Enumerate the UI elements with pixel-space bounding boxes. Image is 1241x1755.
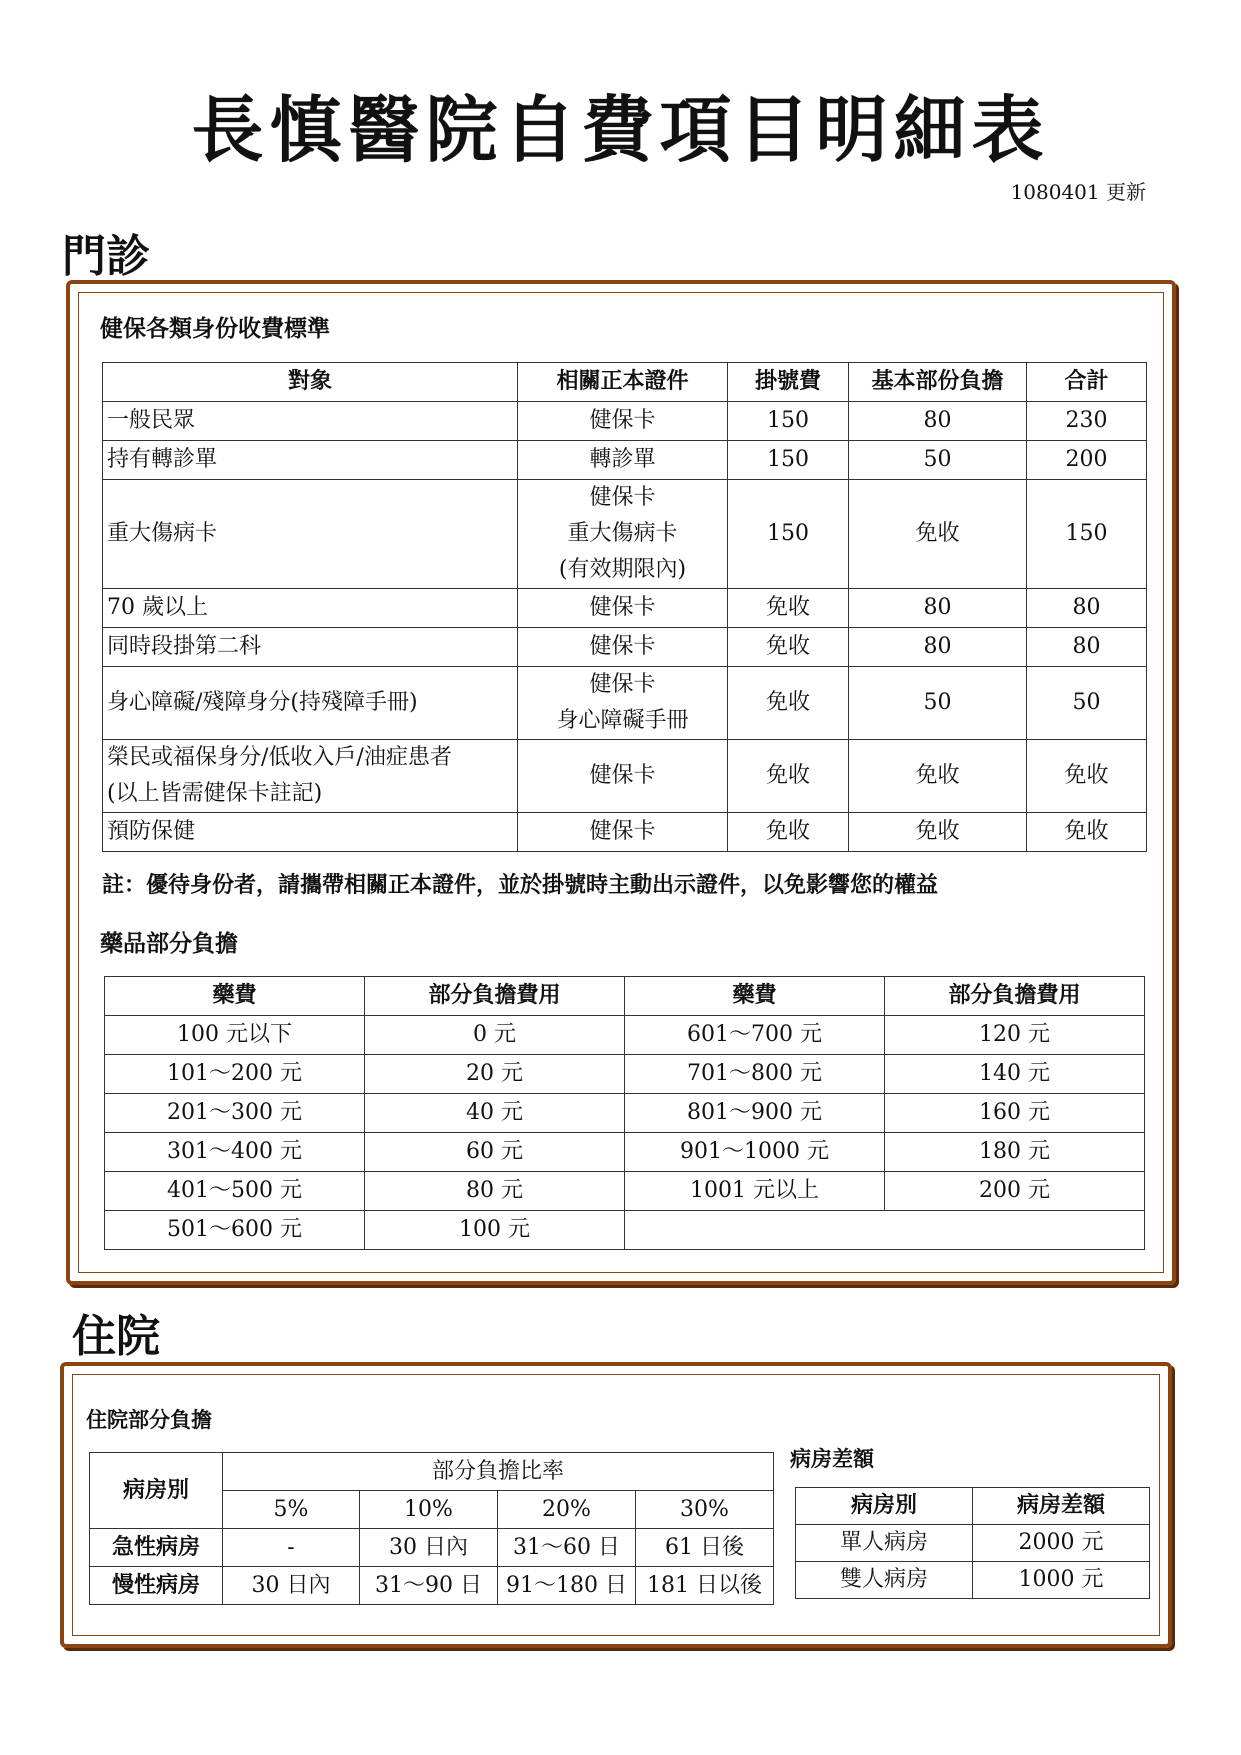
target-line: 榮民或福保身分/低收入戶/油症患者 bbox=[107, 745, 452, 770]
table-row bbox=[103, 441, 1147, 480]
drug-fee-cell: 301～400 元 bbox=[105, 1133, 365, 1172]
header-copay-fee: 部分負擔費用 bbox=[365, 977, 625, 1016]
insurance-heading: 健保各類身份收費標準 bbox=[100, 316, 330, 342]
table-row bbox=[105, 1133, 1145, 1172]
row-copay: 免收 bbox=[849, 480, 1027, 589]
row-target: 預防保健 bbox=[103, 813, 518, 852]
header-drug-fee: 藥費 bbox=[625, 977, 885, 1016]
drug-fee-cell: 401～500 元 bbox=[105, 1172, 365, 1211]
rate-20: 20% bbox=[498, 1491, 636, 1529]
table-row bbox=[796, 1562, 1150, 1599]
row-copay: 80 bbox=[849, 589, 1027, 628]
row-reg: 150 bbox=[728, 402, 849, 441]
drug-fee-cell: 701～800 元 bbox=[625, 1055, 885, 1094]
table-row bbox=[105, 1016, 1145, 1055]
row-target: 重大傷病卡 bbox=[103, 480, 518, 589]
row-reg: 免收 bbox=[728, 667, 849, 740]
doc-line: 健保卡 bbox=[589, 485, 656, 510]
row-total: 80 bbox=[1027, 628, 1147, 667]
row-docs: 健保卡 bbox=[518, 740, 728, 813]
row-reg: 免收 bbox=[728, 628, 849, 667]
ward-copay-table bbox=[89, 1452, 774, 1605]
room-difference-heading: 病房差額 bbox=[790, 1447, 874, 1471]
row-total: 免收 bbox=[1027, 813, 1147, 852]
header-drug-fee: 藥費 bbox=[105, 977, 365, 1016]
drug-fee-cell: 901～1000 元 bbox=[625, 1133, 885, 1172]
header-copay-rate: 部分負擔比率 bbox=[223, 1453, 774, 1491]
row-copay: 80 bbox=[849, 628, 1027, 667]
header-docs: 相關正本證件 bbox=[518, 363, 728, 402]
copay-cell: 20 元 bbox=[365, 1055, 625, 1094]
row-total: 50 bbox=[1027, 667, 1147, 740]
table-row bbox=[103, 740, 1147, 813]
inpatient-heading: 住院 bbox=[72, 1311, 160, 1362]
page-title: 長慎醫院自費項目明細表 bbox=[191, 88, 1050, 172]
header-room-type: 病房別 bbox=[796, 1488, 973, 1525]
header-ward-type: 病房別 bbox=[90, 1453, 223, 1529]
table-row bbox=[105, 1094, 1145, 1133]
row-reg: 免收 bbox=[728, 589, 849, 628]
ward-cell: 31～90 日 bbox=[360, 1567, 498, 1605]
copay-cell: 180 元 bbox=[885, 1133, 1145, 1172]
ward-cell: 30 日內 bbox=[360, 1529, 498, 1567]
row-docs: 健保卡 bbox=[518, 628, 728, 667]
table-row bbox=[90, 1529, 774, 1567]
drug-fee-cell: 201～300 元 bbox=[105, 1094, 365, 1133]
row-copay: 80 bbox=[849, 402, 1027, 441]
room-type-cell: 單人病房 bbox=[796, 1525, 973, 1562]
insurance-fee-table bbox=[102, 362, 1147, 852]
row-copay: 50 bbox=[849, 441, 1027, 480]
row-docs: 健保卡 bbox=[518, 402, 728, 441]
drug-fee-cell: 501～600 元 bbox=[105, 1211, 365, 1250]
copay-cell: 60 元 bbox=[365, 1133, 625, 1172]
copay-cell: 80 元 bbox=[365, 1172, 625, 1211]
header-basic-copay: 基本部份負擔 bbox=[849, 363, 1027, 402]
ward-cell: 91～180 日 bbox=[498, 1567, 636, 1605]
table-row bbox=[796, 1525, 1150, 1562]
row-docs: 健保卡 bbox=[518, 589, 728, 628]
row-target: 70 歲以上 bbox=[103, 589, 518, 628]
table-row bbox=[103, 480, 1147, 589]
row-docs: 健保卡 bbox=[518, 813, 728, 852]
outpatient-heading: 門診 bbox=[62, 231, 150, 282]
copay-cell: 40 元 bbox=[365, 1094, 625, 1133]
row-target: 一般民眾 bbox=[103, 402, 518, 441]
ward-chronic: 慢性病房 bbox=[90, 1567, 223, 1605]
row-reg: 免收 bbox=[728, 813, 849, 852]
ward-cell: 30 日內 bbox=[223, 1567, 360, 1605]
header-room-diff: 病房差額 bbox=[973, 1488, 1150, 1525]
rate-10: 10% bbox=[360, 1491, 498, 1529]
doc-line: 身心障礙手冊 bbox=[556, 708, 689, 733]
copay-cell: 200 元 bbox=[885, 1172, 1145, 1211]
ward-acute: 急性病房 bbox=[90, 1529, 223, 1567]
row-docs bbox=[518, 667, 728, 740]
row-total: 80 bbox=[1027, 589, 1147, 628]
copay-cell: 140 元 bbox=[885, 1055, 1145, 1094]
header-copay-fee: 部分負擔費用 bbox=[885, 977, 1145, 1016]
row-total: 200 bbox=[1027, 441, 1147, 480]
ward-cell: 61 日後 bbox=[636, 1529, 774, 1567]
drug-fee-cell: 1001 元以上 bbox=[625, 1172, 885, 1211]
table-row bbox=[103, 813, 1147, 852]
ward-cell: 31～60 日 bbox=[498, 1529, 636, 1567]
row-docs bbox=[518, 480, 728, 589]
copay-cell: 160 元 bbox=[885, 1094, 1145, 1133]
room-difference-table bbox=[795, 1487, 1150, 1599]
priority-note: 註：優待身份者，請攜帶相關正本證件，並於掛號時主動出示證件，以免影響您的權益 bbox=[102, 873, 939, 898]
row-reg: 免收 bbox=[728, 740, 849, 813]
table-header-row bbox=[90, 1453, 774, 1491]
table-row bbox=[105, 1172, 1145, 1211]
room-type-cell: 雙人病房 bbox=[796, 1562, 973, 1599]
drug-copay-heading: 藥品部分負擔 bbox=[100, 931, 238, 957]
table-row bbox=[103, 628, 1147, 667]
table-row bbox=[105, 1055, 1145, 1094]
row-target: 持有轉診單 bbox=[103, 441, 518, 480]
target-line: (以上皆需健保卡註記) bbox=[107, 781, 323, 806]
ward-cell: - bbox=[223, 1529, 360, 1567]
table-row bbox=[90, 1567, 774, 1605]
drug-copay-table bbox=[104, 976, 1145, 1250]
copay-cell: 120 元 bbox=[885, 1016, 1145, 1055]
room-diff-cell: 2000 元 bbox=[973, 1525, 1150, 1562]
table-row bbox=[103, 667, 1147, 740]
row-target bbox=[103, 740, 518, 813]
header-registration-fee: 掛號費 bbox=[728, 363, 849, 402]
row-total: 230 bbox=[1027, 402, 1147, 441]
row-total: 150 bbox=[1027, 480, 1147, 589]
row-reg: 150 bbox=[728, 480, 849, 589]
doc-line: 重大傷病卡 bbox=[567, 521, 678, 546]
row-copay: 50 bbox=[849, 667, 1027, 740]
drug-fee-cell: 601～700 元 bbox=[625, 1016, 885, 1055]
table-row bbox=[105, 1211, 1145, 1250]
table-header-row bbox=[103, 363, 1147, 402]
row-total: 免收 bbox=[1027, 740, 1147, 813]
drug-fee-cell: 101～200 元 bbox=[105, 1055, 365, 1094]
table-row bbox=[103, 589, 1147, 628]
row-copay: 免收 bbox=[849, 740, 1027, 813]
row-docs: 轉診單 bbox=[518, 441, 728, 480]
header-total: 合計 bbox=[1027, 363, 1147, 402]
rate-5: 5% bbox=[223, 1491, 360, 1529]
row-target: 同時段掛第二科 bbox=[103, 628, 518, 667]
empty-cell bbox=[625, 1211, 1145, 1250]
header-target: 對象 bbox=[103, 363, 518, 402]
doc-line: 健保卡 bbox=[589, 672, 656, 697]
copay-cell: 100 元 bbox=[365, 1211, 625, 1250]
room-diff-cell: 1000 元 bbox=[973, 1562, 1150, 1599]
update-date: 1080401 更新 bbox=[1010, 180, 1146, 204]
copay-cell: 0 元 bbox=[365, 1016, 625, 1055]
doc-line: (有效期限內) bbox=[558, 557, 687, 582]
table-header-row bbox=[796, 1488, 1150, 1525]
row-target: 身心障礙/殘障身分(持殘障手冊) bbox=[103, 667, 518, 740]
ward-cell: 181 日以後 bbox=[636, 1567, 774, 1605]
rate-30: 30% bbox=[636, 1491, 774, 1529]
drug-fee-cell: 801～900 元 bbox=[625, 1094, 885, 1133]
inpatient-copay-heading: 住院部分負擔 bbox=[86, 1408, 212, 1432]
drug-fee-cell: 100 元以下 bbox=[105, 1016, 365, 1055]
row-reg: 150 bbox=[728, 441, 849, 480]
table-header-row bbox=[105, 977, 1145, 1016]
row-copay: 免收 bbox=[849, 813, 1027, 852]
table-row bbox=[103, 402, 1147, 441]
